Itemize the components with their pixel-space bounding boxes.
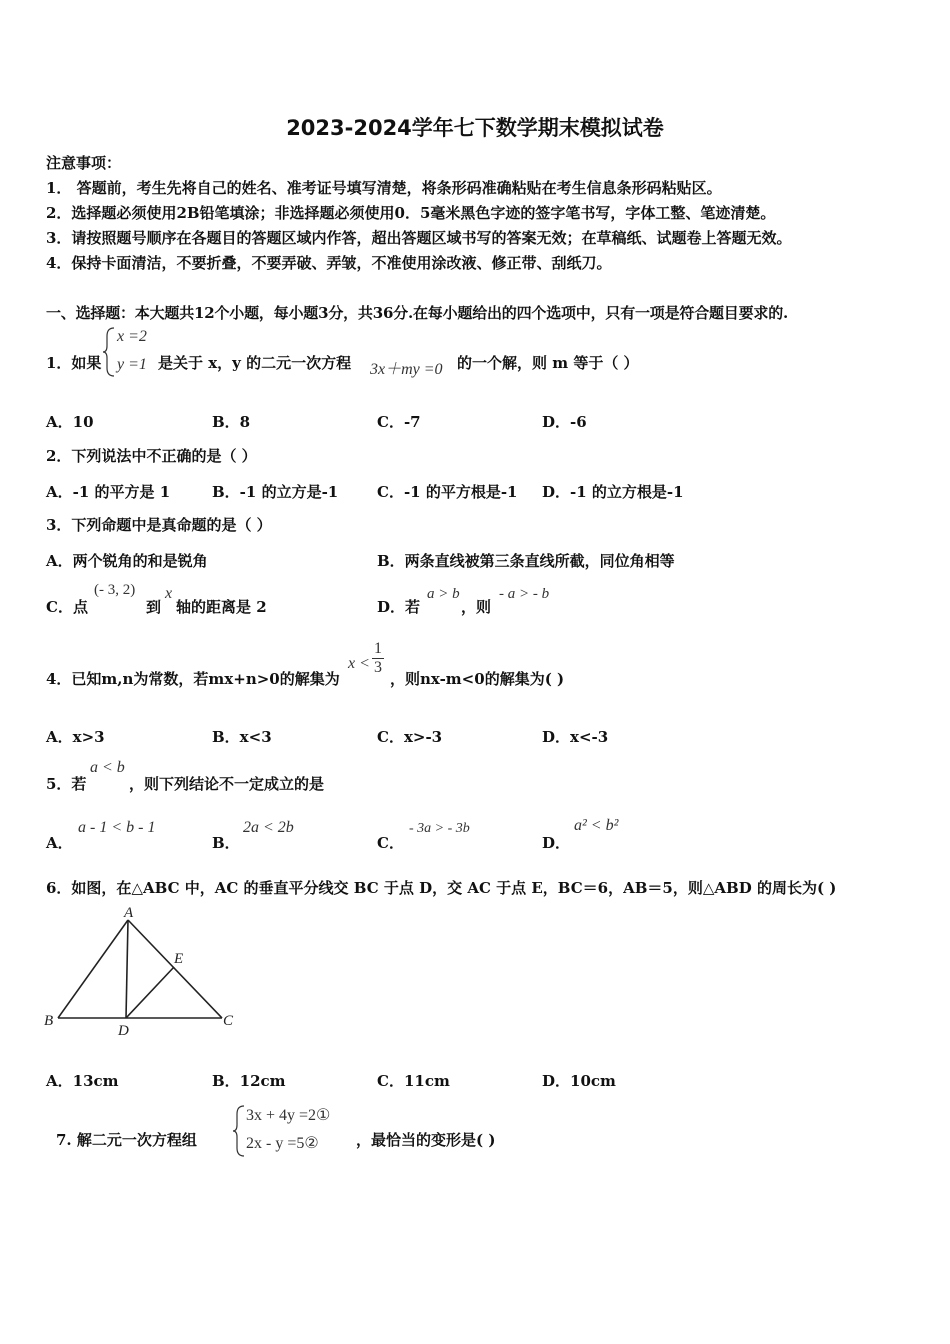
q4-prefix: 4．已知m,n为常数，若mx+n>0的解集为 bbox=[46, 670, 340, 688]
q4-fraction bbox=[372, 640, 384, 676]
q3-option-c-prefix: C．点 bbox=[46, 598, 88, 616]
notice-heading: 注意事项： bbox=[46, 154, 122, 172]
q3-stem: 3．下列命题中是真命题的是（ ） bbox=[46, 516, 272, 534]
q3-option-c-x: x bbox=[165, 585, 173, 602]
q1-equation: 3x＋my =0 bbox=[370, 361, 443, 378]
q4-lhs: x < bbox=[348, 655, 370, 672]
q7-equation-1: 3x + 4y =2① bbox=[246, 1107, 331, 1124]
q4-option-a: A．x>3 bbox=[46, 728, 105, 746]
q1-option-a: A．10 bbox=[46, 413, 94, 431]
q2-stem: 2．下列说法中不正确的是（ ） bbox=[46, 447, 257, 465]
q4-post: ，则nx-m<0的解集为( ) bbox=[390, 670, 565, 688]
q1-system-line-2: y =1 bbox=[117, 356, 147, 373]
q4-option-c: C．x>-3 bbox=[377, 728, 443, 746]
q6-triangle-figure bbox=[40, 900, 245, 1045]
q4-option-b: B．x<3 bbox=[212, 728, 272, 746]
q3-option-d-conclusion: - a > - b bbox=[499, 586, 550, 602]
q7-equation-2: 2x - y =5② bbox=[246, 1135, 319, 1152]
q1-option-c: C．-7 bbox=[377, 413, 421, 431]
q1-post: 的一个解，则 m 等于（ ） bbox=[457, 354, 639, 372]
q5-option-d-expr: a² < b² bbox=[574, 817, 619, 834]
q7-brace bbox=[232, 1104, 246, 1158]
q6-label-a: A bbox=[124, 905, 134, 921]
q6-label-b: B bbox=[44, 1013, 54, 1029]
q5-option-a-expr: a - 1 < b - 1 bbox=[78, 819, 156, 836]
q2-option-a: A．-1 的平方是 1 bbox=[46, 483, 171, 501]
q5-condition: a < b bbox=[90, 759, 125, 776]
notice-item-3: 3．请按照题号顺序在各题目的答题区域内作答，超出答题区域书写的答案无效；在草稿纸、试题卷上答题无效。 bbox=[46, 229, 792, 247]
q5-prefix: 5．若 bbox=[46, 775, 87, 793]
q3-option-c-post: 轴的距离是 2 bbox=[176, 598, 267, 616]
q4-option-d: D．x<-3 bbox=[542, 728, 609, 746]
q6-label-e: E bbox=[174, 951, 184, 967]
q2-option-b: B．-1 的立方是-1 bbox=[212, 483, 339, 501]
q1-system-line-1: x =2 bbox=[117, 328, 147, 345]
q3-option-a: A．两个锐角的和是锐角 bbox=[46, 552, 208, 570]
q1-option-b: B．8 bbox=[212, 413, 251, 431]
q6-option-a: A．13cm bbox=[46, 1072, 119, 1090]
q5-option-c-expr: - 3a > - 3b bbox=[409, 821, 470, 836]
q7-prefix: 7. 解二元一次方程组 bbox=[56, 1131, 197, 1149]
page-title: 2023-2024学年七下数学期末模拟试卷 bbox=[286, 116, 664, 140]
q6-option-b: B．12cm bbox=[212, 1072, 286, 1090]
q3-option-d-prefix: D．若 bbox=[377, 598, 421, 616]
q5-option-b-expr: 2a < 2b bbox=[243, 819, 294, 836]
q3-option-d-mid: ，则 bbox=[461, 598, 492, 616]
q5-option-d-label: D． bbox=[542, 834, 571, 852]
q5-post: ，则下列结论不一定成立的是 bbox=[129, 775, 325, 793]
q1-option-d: D．-6 bbox=[542, 413, 587, 431]
q6-option-c: C．11cm bbox=[377, 1072, 450, 1090]
q1-mid: 是关于 x，y 的二元一次方程 bbox=[158, 354, 352, 372]
q3-option-c-point: (- 3, 2) bbox=[94, 582, 136, 598]
q6-label-d: D bbox=[118, 1023, 129, 1039]
notice-item-2: 2．选择题必须使用2B铅笔填涂；非选择题必须使用0．5毫米黑色字迹的签字笔书写，字体工整、笔迹清楚。 bbox=[46, 204, 776, 222]
q6-label-c: C bbox=[223, 1013, 234, 1029]
section-heading: 一、选择题：本大题共12个小题，每小题3分，共36分.在每小题给出的四个选项中，只有一项是符合题目要求的. bbox=[46, 304, 789, 322]
q4-fraction-numerator: 1 bbox=[374, 640, 382, 657]
q3-option-d-condition: a > b bbox=[427, 586, 460, 602]
q7-post: ，最恰当的变形是( ) bbox=[356, 1131, 496, 1149]
q5-option-b-label: B． bbox=[212, 834, 240, 852]
q3-option-b: B．两条直线被第三条直线所截，同位角相等 bbox=[377, 552, 675, 570]
q3-option-c-mid: 到 bbox=[146, 598, 162, 616]
q2-option-c: C．-1 的平方根是-1 bbox=[377, 483, 518, 501]
q2-option-d: D．-1 的立方根是-1 bbox=[542, 483, 684, 501]
notice-item-1: 1． 答题前，考生先将自己的姓名、准考证号填写清楚，将条形码准确粘贴在考生信息条形码粘贴区。 bbox=[46, 179, 722, 197]
q4-fraction-denominator: 3 bbox=[374, 658, 382, 676]
q5-option-c-label: C． bbox=[377, 834, 404, 852]
q1-brace bbox=[102, 326, 116, 378]
notice-item-4: 4．保持卡面清洁，不要折叠，不要弄破、弄皱，不准使用涂改液、修正带、刮纸刀。 bbox=[46, 254, 612, 272]
q5-option-a-label: A． bbox=[46, 834, 73, 852]
q6-stem: 6．如图，在△ABC 中，AC 的垂直平分线交 BC 于点 D，交 AC 于点 E，BC＝6，AB＝5，则△ABD 的周长为( ) bbox=[46, 879, 837, 897]
q1-prefix: 1．如果 bbox=[46, 354, 102, 372]
q6-option-d: D．10cm bbox=[542, 1072, 616, 1090]
